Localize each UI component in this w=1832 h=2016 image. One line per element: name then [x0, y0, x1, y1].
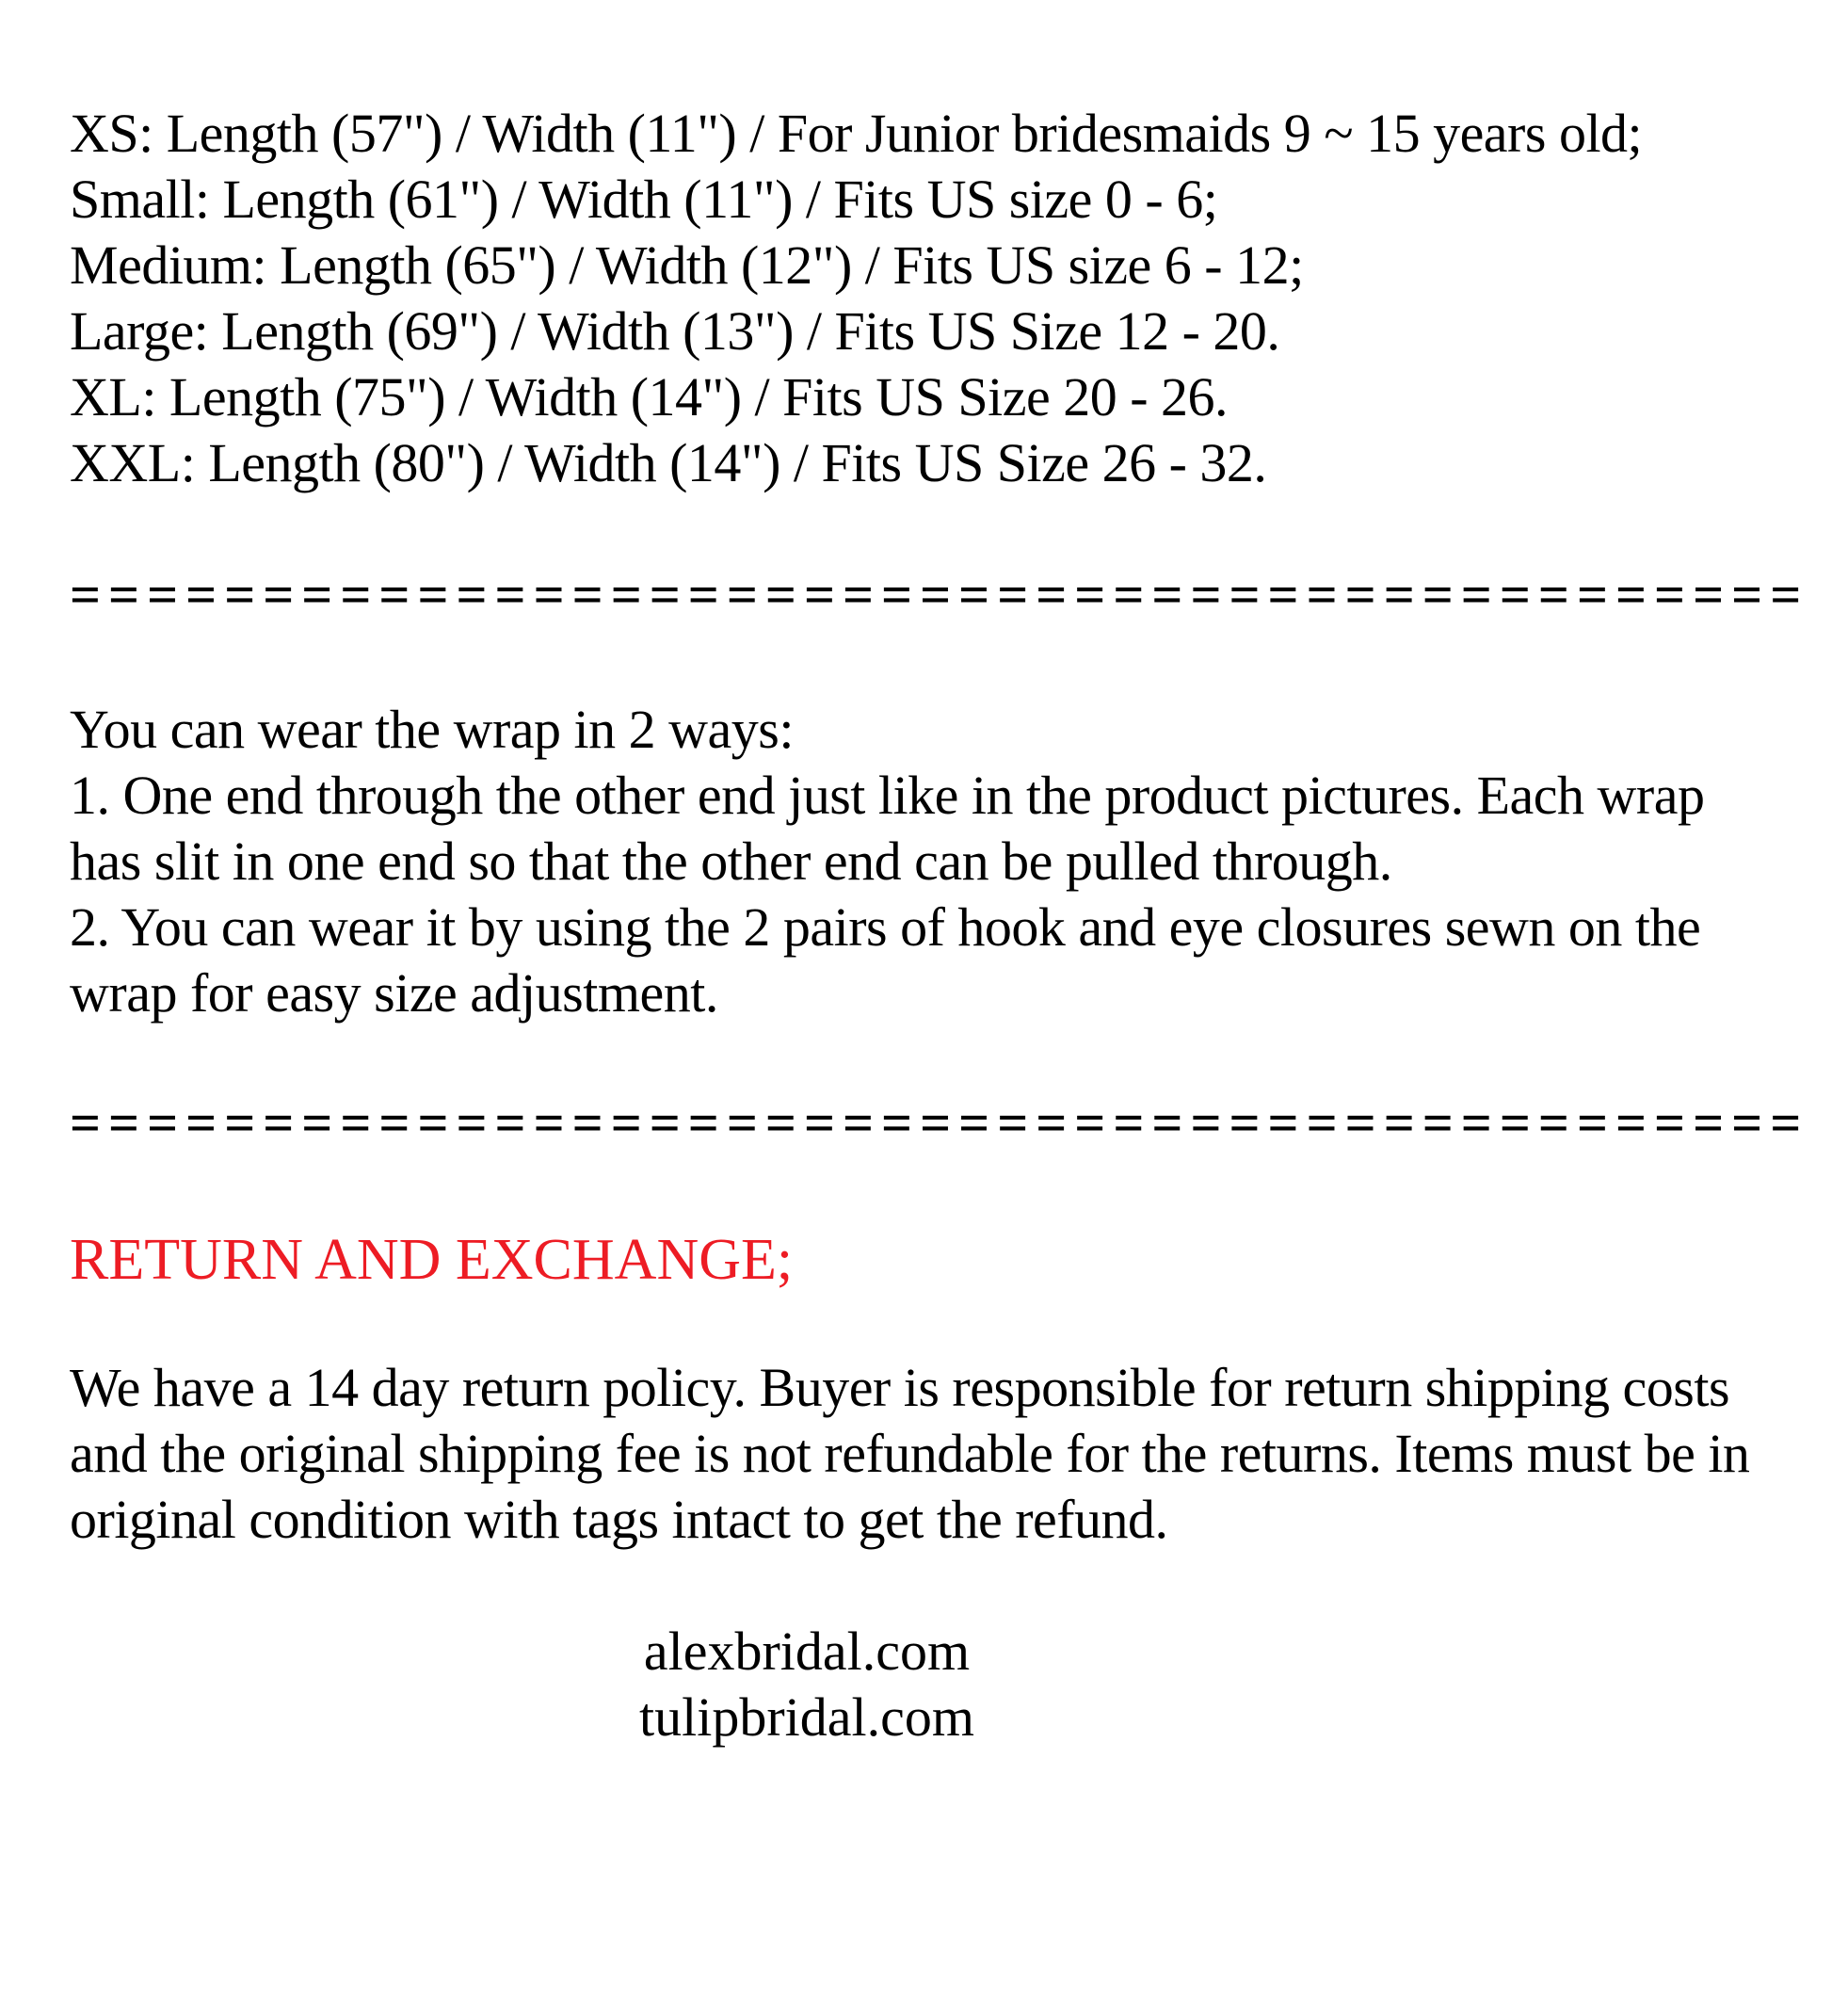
return-policy-paragraph	[70, 1355, 1749, 1553]
size-chart-line-xxl: XXL: Length (80") / Width (14") / Fits US Size 26 - 32.	[70, 432, 1267, 493]
website-alexbridal: alexbridal.com	[643, 1621, 971, 1682]
size-chart-line-medium: Medium: Length (65") / Width (12") / Fits US size 6 - 12;	[70, 234, 1304, 296]
return-policy-line-2: and the original shipping fee is not refundable for the returns. Items must be in	[70, 1423, 1750, 1484]
wear-instructions-line-2: has slit in one end so that the other end can be pulled through.	[70, 831, 1392, 892]
size-chart-section	[70, 101, 1642, 496]
separator-line-top: =============================================	[70, 564, 1809, 625]
wear-instructions-line-1: 1. One end through the other end just like in the product pictures. Each wrap	[70, 765, 1705, 826]
website-tulipbridal: tulipbridal.com	[639, 1686, 974, 1748]
return-policy-line-3: original condition with tags intact to get the refund.	[70, 1489, 1168, 1550]
size-chart-line-xs: XS: Length (57") / Width (11") / For Junior bridesmaids 9 ~ 15 years old;	[70, 103, 1643, 164]
wear-instructions-section	[70, 697, 1704, 1026]
wear-instructions-line-4: wrap for easy size adjustment.	[70, 962, 718, 1024]
size-chart-line-large: Large: Length (69") / Width (13") / Fits US Size 12 - 20.	[70, 300, 1280, 362]
wear-instructions-line-3: 2. You can wear it by using the 2 pairs of hook and eye closures sewn on the	[70, 896, 1701, 958]
separator-line-bottom: =============================================	[70, 1092, 1809, 1153]
return-policy-line-1: We have a 14 day return policy. Buyer is responsible for return shipping costs	[70, 1357, 1730, 1418]
websites-section	[639, 1619, 974, 1750]
size-chart-line-xl: XL: Length (75") / Width (14") / Fits US Size 20 - 26.	[70, 366, 1229, 427]
return-exchange-heading: RETURN AND EXCHANGE;	[70, 1228, 794, 1292]
size-chart-line-small: Small: Length (61") / Width (11") / Fits US size 0 - 6;	[70, 169, 1218, 230]
wear-instructions-intro: You can wear the wrap in 2 ways:	[70, 699, 794, 760]
